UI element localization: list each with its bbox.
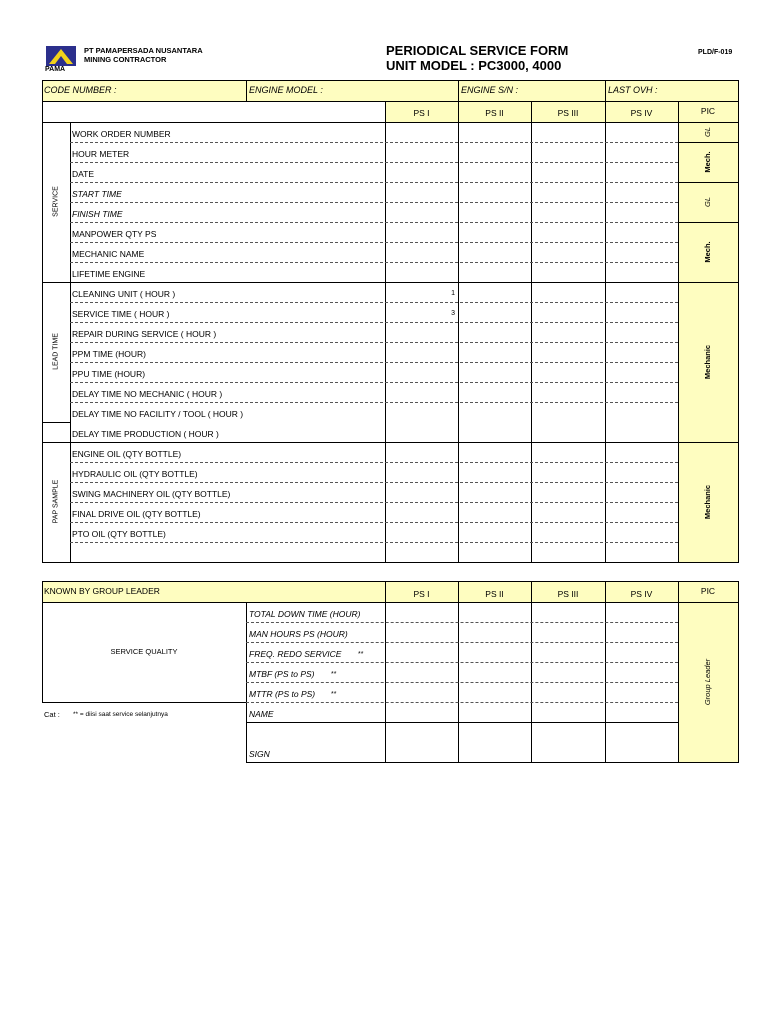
row-label: DELAY TIME NO MECHANIC ( HOUR ) [72,389,223,399]
row-divider [70,322,678,323]
quality-item-mark: ** [358,651,364,658]
row-divider [246,702,678,703]
quality-item-mark: ** [331,691,337,698]
row-label: HYDRAULIC OIL (QTY BOTTLE) [72,469,198,479]
row-label: MANPOWER QTY PS [72,229,157,239]
row-label: ENGINE OIL (QTY BOTTLE) [72,449,182,459]
pic-label: Mechanic [703,484,712,520]
row-label: FINAL DRIVE OIL (QTY BOTTLE) [72,509,201,519]
row-label: CLEANING UNIT ( HOUR ) [72,289,176,299]
pic-label: GL [703,127,712,138]
pic-label: GL [703,197,712,208]
pic-group-leader: Group Leader [703,658,712,706]
row-label: PTO OIL (QTY BOTTLE) [72,529,166,539]
col-header-ps1: PS I [413,589,430,599]
ps1-cell-value[interactable]: 1 [451,290,455,297]
quality-item-label: TOTAL DOWN TIME (HOUR) [249,609,361,619]
section-service: SERVICE [52,186,60,217]
row-divider [246,662,678,663]
pic-label: Mech. [703,241,712,263]
form-title: PERIODICAL SERVICE FORM [386,43,569,58]
col-header-ps4: PS IV [630,108,653,118]
name-field-label: NAME [249,709,274,719]
last-ovh-field[interactable]: LAST OVH : [608,85,658,95]
col-header-pic: PIC [700,586,716,596]
row-label: WORK ORDER NUMBER [72,129,171,139]
row-divider [70,182,678,183]
code-number-field[interactable]: CODE NUMBER : [44,85,117,95]
ps1-cell-value[interactable]: 3 [451,310,455,317]
row-divider [246,642,678,643]
section-pap-sample: PAP SAMPLE [52,479,60,524]
col-header-pic: PIC [700,106,716,116]
quality-item-label: MAN HOURS PS (HOUR) [249,629,348,639]
quality-item-label: FREQ. REDO SERVICE [249,649,342,659]
row-divider [70,462,678,463]
logo-text: PAMA [45,66,66,73]
row-label: LIFETIME ENGINE [72,269,146,279]
row-label: SWING MACHINERY OIL (QTY BOTTLE) [72,489,231,499]
quality-item-label: MTTR (PS to PS) [249,689,316,699]
row-divider [70,502,678,503]
quality-item-label: MTBF (PS to PS) [249,669,315,679]
form-subtitle: UNIT MODEL : PC3000, 4000 [386,58,562,73]
note-label: Cat : [44,710,60,719]
form-code: PLD/F-019 [698,49,733,56]
row-label: PPU TIME (HOUR) [72,369,146,379]
col-header-ps4: PS IV [630,589,653,599]
row-divider [70,402,678,403]
row-label: DELAY TIME NO FACILITY / TOOL ( HOUR ) [72,409,244,419]
sign-field-label: SIGN [249,749,270,759]
engine-model-field[interactable]: ENGINE MODEL : [249,85,323,95]
row-divider [70,142,678,143]
col-header-ps3: PS III [557,589,579,599]
row-divider [70,382,678,383]
row-label: START TIME [72,189,122,199]
row-label: HOUR METER [72,149,130,159]
note-text: ** = diisi saat service selanjutnya [73,711,168,718]
row-divider [246,622,678,623]
company-name: PT PAMAPERSADA NUSANTARA [84,46,203,55]
row-label: REPAIR DURING SERVICE ( HOUR ) [72,329,217,339]
row-label: SERVICE TIME ( HOUR ) [72,309,170,319]
section-lead-time: LEAD TIME [52,333,60,370]
row-divider [70,242,678,243]
row-divider [70,262,678,263]
col-header-ps1: PS I [413,108,430,118]
pic-label: Mech. [703,151,712,173]
row-divider [70,302,678,303]
pic-label: Mechanic [703,344,712,380]
company-logo [46,46,76,66]
row-divider [70,542,678,543]
col-header-ps3: PS III [557,108,579,118]
company-subtitle: MINING CONTRACTOR [84,55,167,64]
row-divider [70,162,678,163]
row-divider [70,202,678,203]
service-quality-label: SERVICE QUALITY [110,647,178,656]
row-divider [70,342,678,343]
row-divider [70,222,678,223]
row-divider [246,682,678,683]
row-label: MECHANIC NAME [72,249,145,259]
row-label: PPM TIME (HOUR) [72,349,146,359]
known-by-label: KNOWN BY GROUP LEADER [44,586,160,596]
col-header-ps2: PS II [485,108,504,118]
row-divider [70,522,678,523]
quality-item-mark: ** [331,671,337,678]
row-divider [70,362,678,363]
row-label: FINISH TIME [72,209,123,219]
col-header-ps2: PS II [485,589,504,599]
row-divider [70,482,678,483]
row-label: DATE [72,169,95,179]
engine-sn-field[interactable]: ENGINE S/N : [461,85,519,95]
row-label: DELAY TIME PRODUCTION ( HOUR ) [72,429,219,439]
